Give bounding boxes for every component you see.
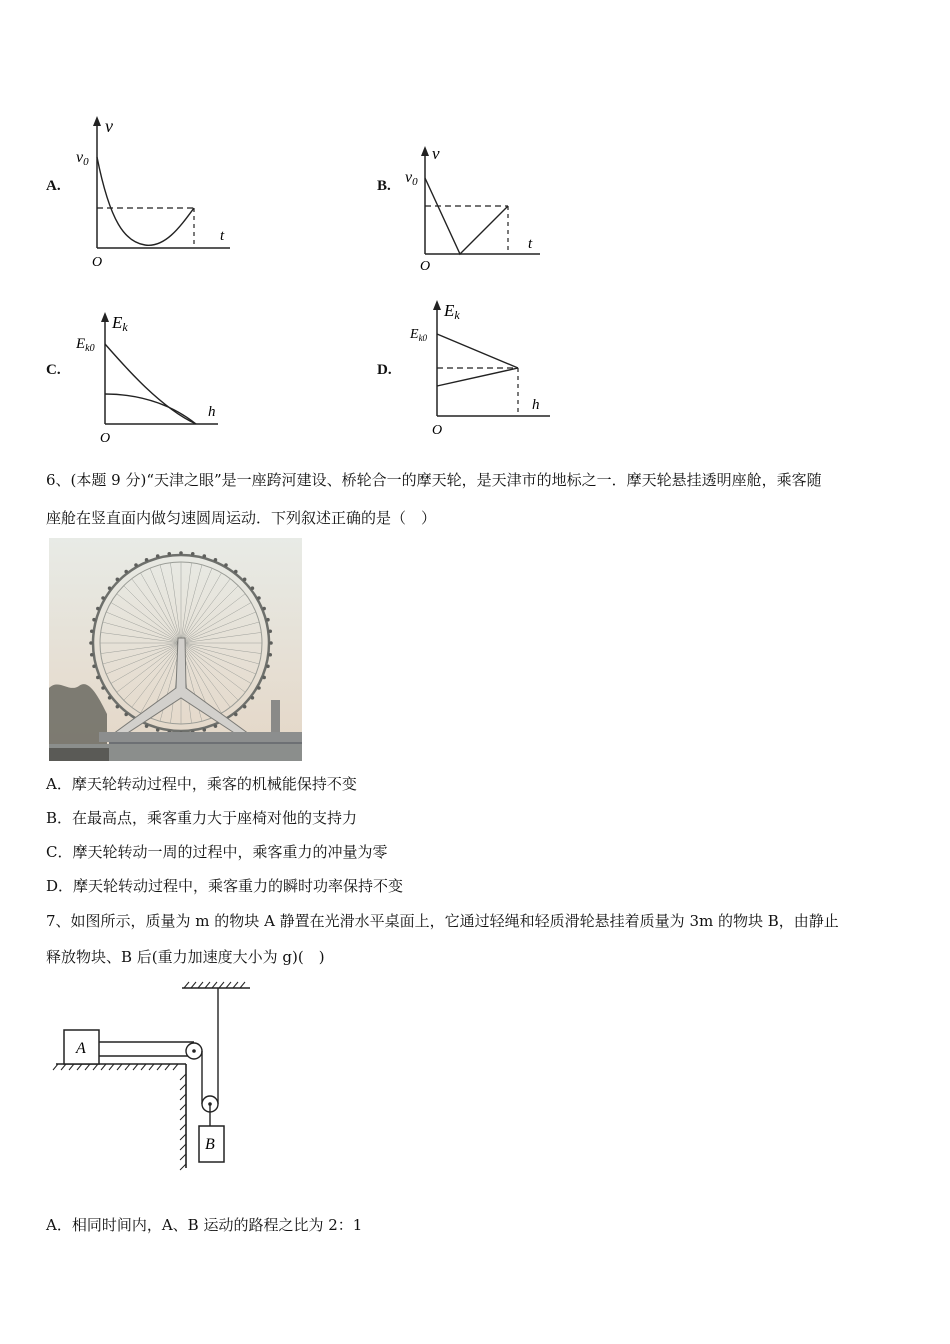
graph-c (76, 308, 226, 446)
q6-option-c: C．摩天轮转动一周的过程中，乘客重力的冲量为零 (46, 843, 388, 861)
graph-b-y-axis: v (432, 144, 440, 163)
graph-b-origin: O (420, 259, 431, 272)
graph-d (408, 296, 558, 438)
graph-b-v0: v0 (405, 169, 418, 188)
q7-stem-line1: 7、如图所示，质量为 m 的物块 A 静置在光滑水平桌面上，它通过轻绳和轻质滑轮悬挂着质量为 3m 的物块 B，由静止 (46, 912, 839, 930)
q6-option-a: A．摩天轮转动过程中，乘客的机械能保持不变 (46, 775, 357, 793)
block-a-label: A (76, 1040, 86, 1057)
graph-d-y-axis: Ek (444, 301, 460, 322)
graph-a-v0: v0 (76, 149, 89, 168)
graph-a-origin: O (92, 255, 103, 270)
graph-c-ek0: $E_{k0}$ (76, 336, 95, 354)
graph-c-x-axis: h (208, 404, 216, 420)
option-a-label: A. (46, 178, 61, 194)
pulley-diagram (50, 980, 270, 1176)
q6-option-d: D．摩天轮转动过程中，乘客重力的瞬时功率保持不变 (46, 877, 404, 895)
q6-option-b: B．在最高点，乘客重力大于座椅对他的支持力 (46, 809, 358, 827)
graph-c-y-axis: Ek (112, 313, 128, 334)
option-d-label: D. (377, 362, 392, 378)
graph-c-origin: O (100, 431, 111, 446)
q6-stem-line1: 6、(本题 9 分)“天津之眼”是一座跨河建设、桥轮合一的摩天轮，是天津市的地标之一．摩天轮悬挂透明座舱，乘客随 (46, 471, 822, 489)
graph-a-x-axis: t (220, 228, 225, 244)
graph-d-origin: O (432, 423, 443, 438)
option-c-label: C. (46, 362, 61, 378)
block-b-label: B (205, 1136, 215, 1153)
q7-option-a: A．相同时间内，A、B 运动的路程之比为 2：1 (46, 1216, 363, 1234)
graph-d-ek0: $E_{k0}$ (410, 327, 428, 343)
option-b-label: B. (377, 178, 391, 194)
ferris-wheel-photo (49, 538, 302, 761)
graph-d-x-axis: h (532, 397, 540, 413)
graph-a-y-axis: v (105, 116, 113, 136)
graph-a (70, 112, 240, 272)
graph-b (400, 142, 550, 272)
graph-b-x-axis: t (528, 236, 533, 252)
q6-stem-line2: 座舱在竖直面内做匀速圆周运动．下列叙述正确的是（ ） (46, 509, 437, 527)
q7-stem-line2: 释放物块、B 后(重力加速度大小为 g)( ) (46, 948, 325, 966)
